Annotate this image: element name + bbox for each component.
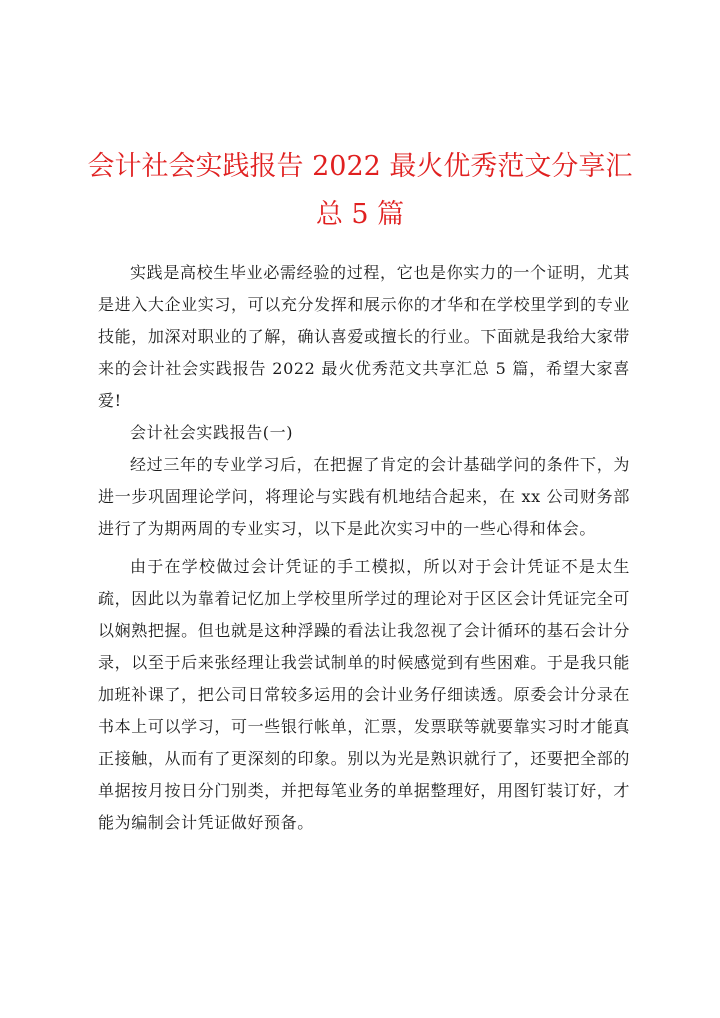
document-title xyxy=(80,143,640,239)
title-line-2: 总 5 篇 xyxy=(315,199,405,230)
body-paragraph-1: 经过三年的专业学习后，在把握了肯定的会计基础学问的条件下，为进一步巩固理论学问，将理论与实践有机地结合起来，在 xx 公司财务部进行了为期两周的专业实习，以下是此次实习中的一些心得和体会。 xyxy=(98,455,630,538)
title-line-1: 会计社会实践报告 2022 最火优秀范文分享汇 xyxy=(87,151,633,182)
intro-paragraph: 实践是高校生毕业必需经验的过程，它也是你实力的一个证明，尤其是进入大企业实习，可以充分发挥和展示你的才华和在学校里学到的专业技能，加深对职业的了解，确认喜爱或擅长的行业。下面就是我给大家带来的会计社会实践报告 2022 最火优秀范文共享汇总 5 篇，希望大家喜爱! xyxy=(98,263,630,410)
document-body xyxy=(98,257,630,839)
section-heading: 会计社会实践报告(一) xyxy=(130,423,294,442)
body-paragraph-2: 由于在学校做过会计凭证的手工模拟，所以对于会计凭证不是太生疏，因此以为靠着记忆加上学校里所学过的理论对于区区会计凭证完全可以娴熟把握。但也就是这种浮躁的看法让我忽视了会计循环的基石会计分录，以至于后来张经理让我尝试制单的时候感觉到有些困难。于是我只能加班补课了，把公司日常较多运用的会计业务仔细读透。原委会计分录在书本上可以学习，可一些银行帐单，汇票，发票联等就要靠实习时才能真正接触，从而有了更深刻的印象。别以为光是熟识就行了，还要把全部的单据按月按日分门别类，并把每笔业务的单据整理好，用图钉装订好，才能为编制会计凭证做好预备。 xyxy=(98,557,630,832)
